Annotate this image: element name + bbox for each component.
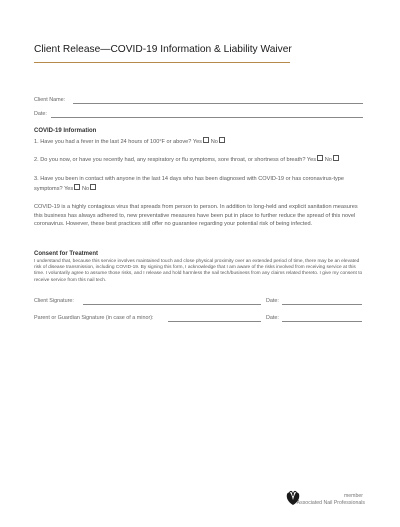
q1-yes-label: Yes bbox=[192, 138, 202, 145]
q2-no-checkbox[interactable] bbox=[333, 155, 339, 161]
covid-info-paragraph: COVID-19 is a highly contagious virus that spreads from person to person. In addition to long-held and explicit sanitation measures this business has always adhered to, new preventative measures have been put in place to further reduce the spread of this novel coronavirus. However, these best practices still offer no guarantee regarding your potential risk of being infected. bbox=[34, 204, 358, 228]
guardian-signature-date-label: Date: bbox=[266, 315, 279, 321]
q3-no-checkbox[interactable] bbox=[90, 184, 96, 190]
date-label: Date: bbox=[34, 111, 47, 117]
question-2-text: 2. Do you now, or have you recently had, any respiratory or flu symptoms, sore throat, or shortness of breath? bbox=[34, 156, 306, 163]
client-signature-date-field[interactable] bbox=[282, 304, 362, 305]
client-name-field[interactable] bbox=[73, 103, 363, 104]
question-3 bbox=[34, 175, 364, 193]
consent-text: I understand that, because this service involves maintained touch and close physical proximity over an extended period of time, there may be an elevated risk of disease transmission, including COVID-19. By signing this form, I acknowledge that I am aware of the risks involved from receiving service at this time. I voluntarily agree to assume those risks, and I release and hold harmless the nail tech/business from any claims related thereto. I give my consent to receive service from this nail tech. bbox=[34, 259, 363, 283]
client-signature-date-label: Date: bbox=[266, 298, 279, 304]
consent-heading: Consent for Treatment bbox=[34, 251, 99, 257]
q1-no-label: No bbox=[210, 138, 218, 145]
q2-no-label: No bbox=[324, 156, 332, 163]
question-1-text: 1. Have you had a fever in the last 24 hours of 100°F or above? bbox=[34, 138, 192, 145]
guardian-signature-field[interactable] bbox=[168, 321, 261, 322]
question-2 bbox=[34, 155, 379, 164]
guardian-signature-label: Parent or Guardian Signature (in case of a minor): bbox=[34, 315, 154, 321]
date-field[interactable] bbox=[51, 117, 363, 118]
q1-yes-checkbox[interactable] bbox=[203, 137, 209, 143]
page-title: Client Release—COVID-19 Information & Liability Waiver bbox=[34, 44, 292, 55]
footer-org-name: Associated Nail Professionals bbox=[296, 500, 365, 506]
covid-info-heading: COVID-19 Information bbox=[34, 128, 97, 134]
q3-yes-checkbox[interactable] bbox=[74, 184, 80, 190]
client-name-label: Client Name: bbox=[34, 97, 66, 103]
client-signature-label: Client Signature: bbox=[34, 298, 74, 304]
q1-no-checkbox[interactable] bbox=[219, 137, 225, 143]
client-signature-field[interactable] bbox=[83, 304, 261, 305]
footer-member: member bbox=[343, 493, 363, 499]
guardian-signature-date-field[interactable] bbox=[282, 321, 362, 322]
q3-yes-label: Yes bbox=[64, 185, 74, 192]
q2-yes-checkbox[interactable] bbox=[317, 155, 323, 161]
title-underline bbox=[34, 62, 290, 63]
q2-yes-label: Yes bbox=[306, 156, 317, 163]
q3-no-label: No bbox=[81, 185, 90, 192]
question-3-text: 3. Have you been in contact with anyone in the last 14 days who has been diagnosed with COVID-19 or has coronavirus-type symptoms? bbox=[34, 176, 345, 192]
question-1 bbox=[34, 137, 364, 146]
